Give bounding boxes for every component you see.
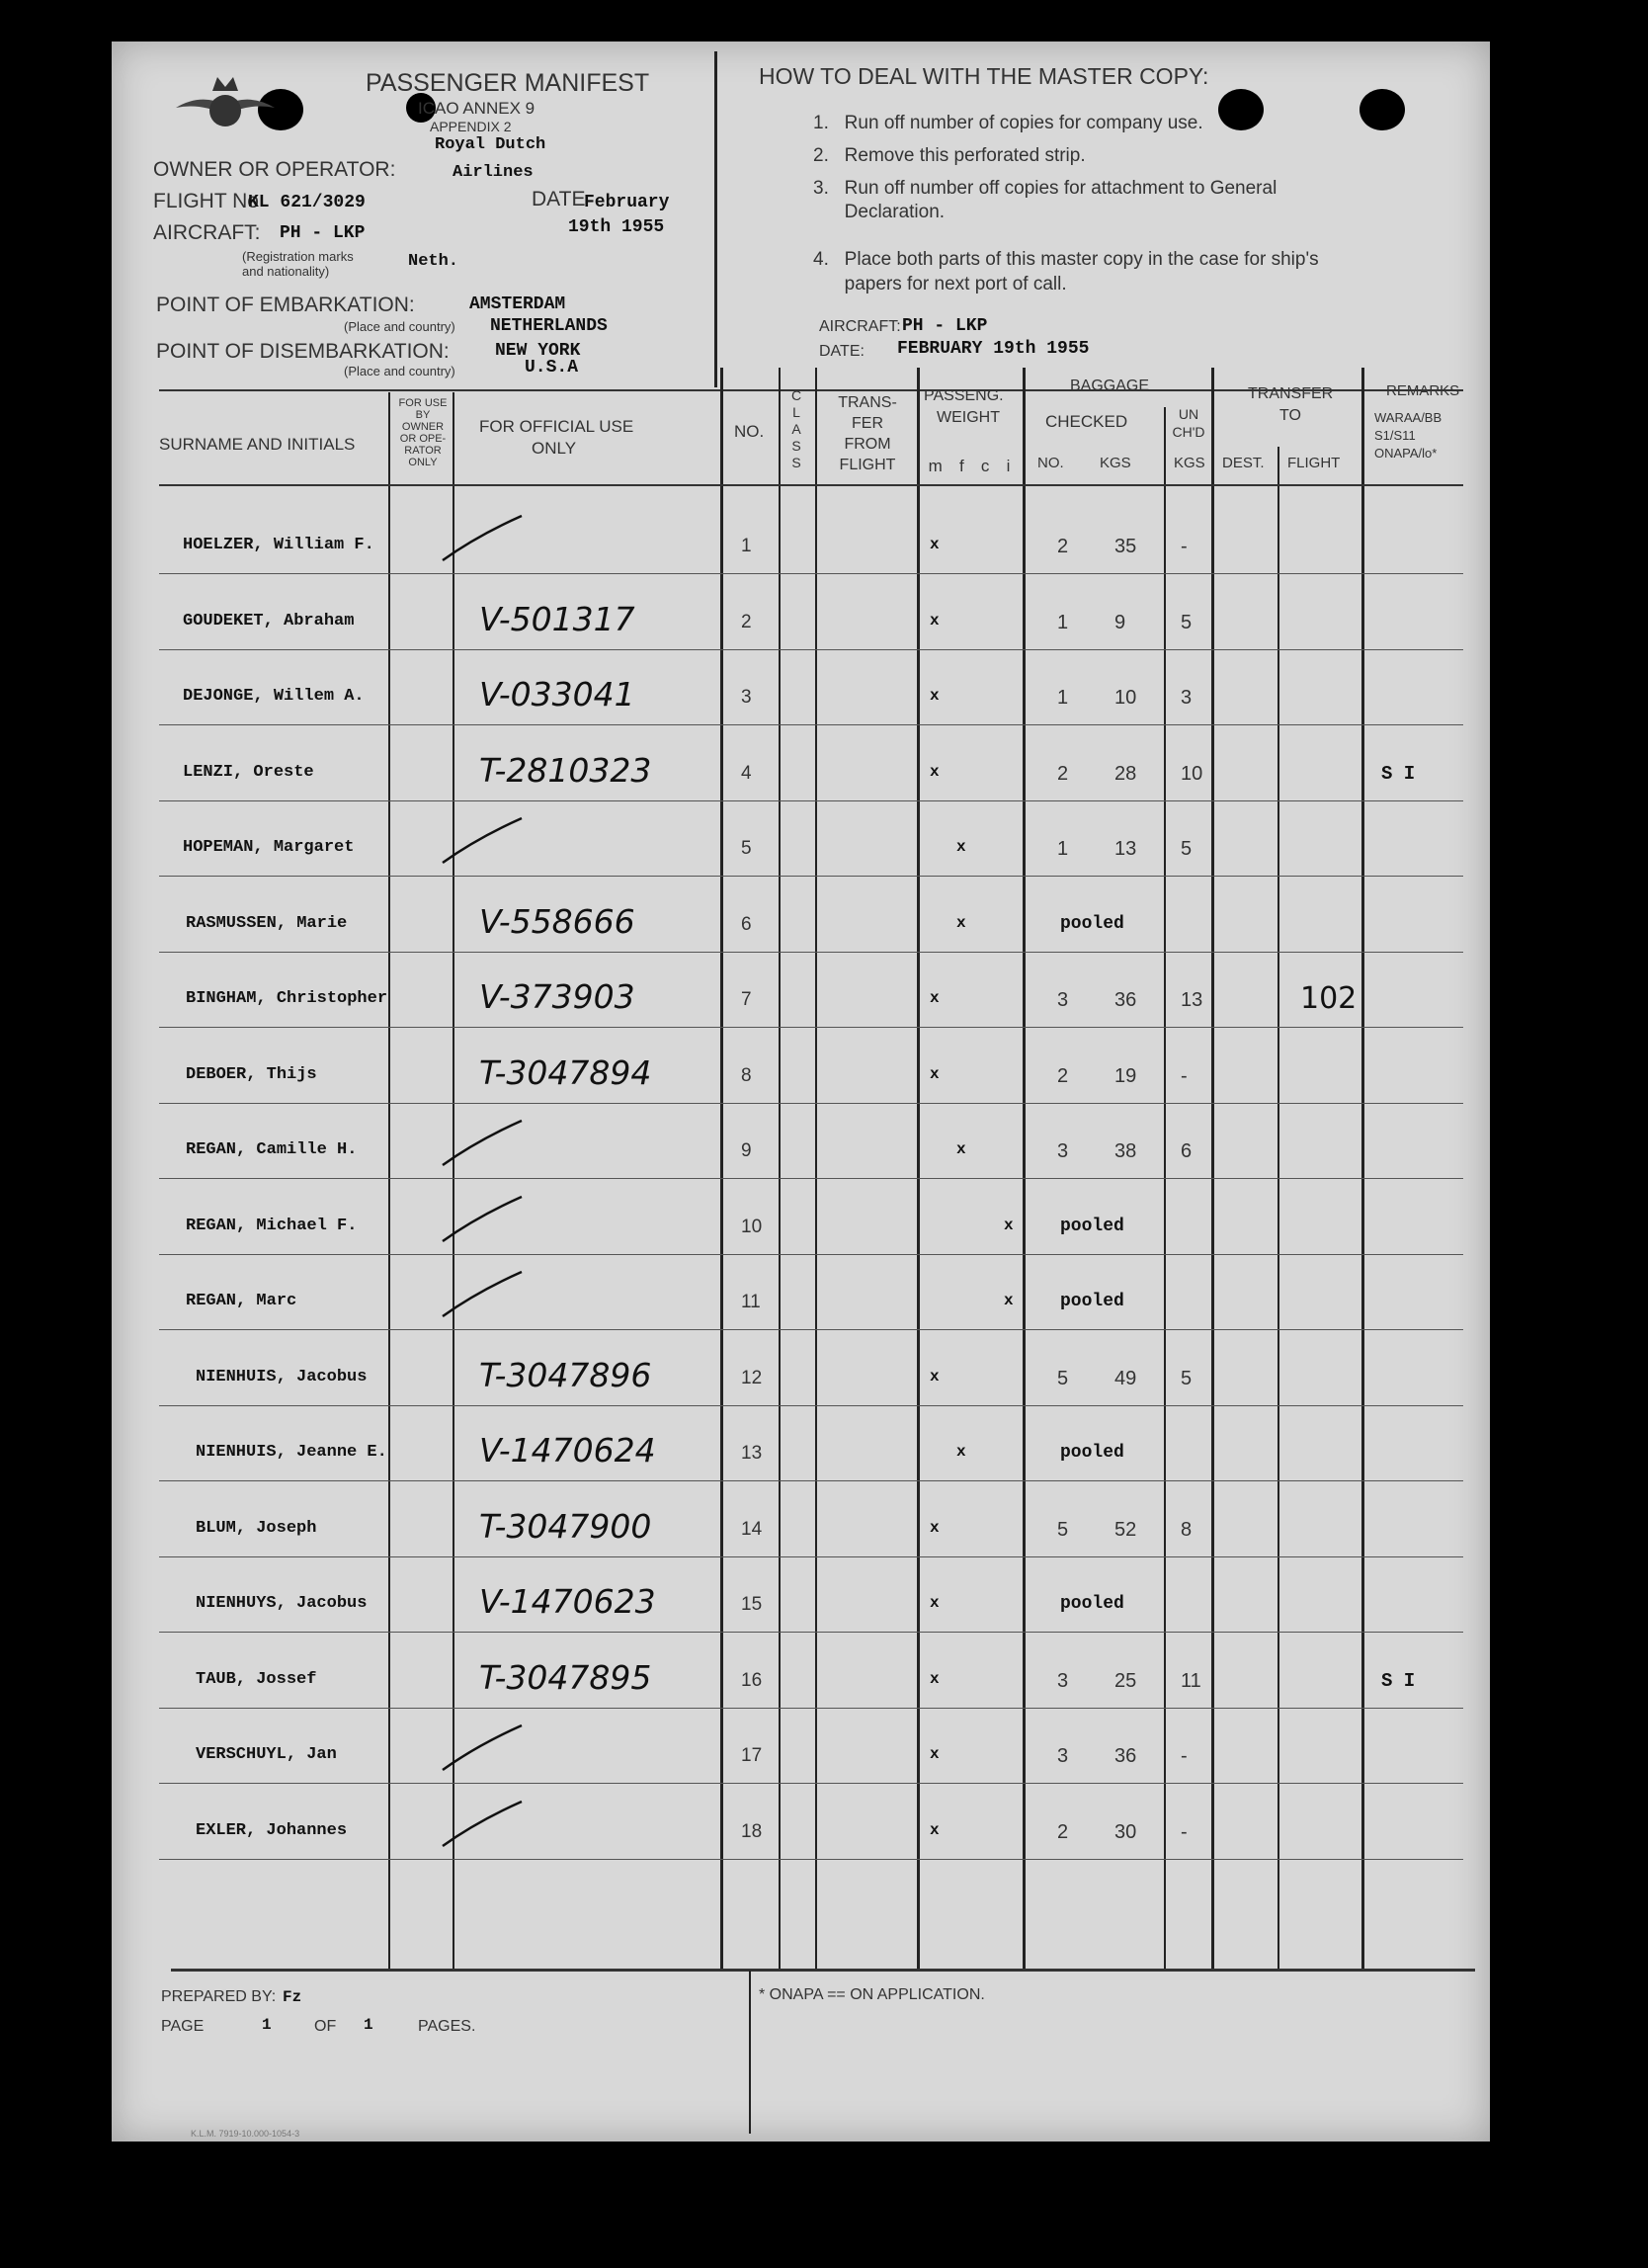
col-baggage-header: BAGGAGE	[1070, 378, 1150, 394]
passenger-name: DEBOER, Thijs	[186, 1064, 317, 1084]
header-line: C	[790, 387, 802, 403]
baggage-count: 1	[1057, 838, 1069, 860]
check-tick-icon	[438, 1721, 527, 1780]
weight-mark: x	[956, 913, 966, 932]
passenger-name: REGAN, Michael F.	[186, 1216, 358, 1235]
passenger-name: TAUB, Jossef	[196, 1669, 317, 1689]
date-value-line1: February	[584, 193, 670, 212]
printer-code: K.L.M. 7919-10.000-1054-3	[191, 2129, 300, 2139]
table-bottom-rule	[171, 1969, 1475, 1972]
official-number: V-373903	[479, 977, 635, 1016]
col-bag-kgs-header: KGS	[1100, 455, 1131, 471]
unchecked-kgs: 5	[1181, 1367, 1193, 1389]
check-tick-icon	[438, 1192, 527, 1251]
col-divider	[917, 368, 920, 1969]
row-rule	[159, 1329, 1463, 1330]
col-divider	[1164, 407, 1166, 1969]
weight-mark: x	[930, 1064, 940, 1083]
header-line: FROM	[844, 436, 891, 453]
baggage-count: 2	[1057, 1064, 1069, 1087]
col-divider	[779, 368, 781, 1969]
row-rule	[159, 1859, 1463, 1860]
baggage-pooled: pooled	[1060, 1292, 1124, 1311]
baggage-count: 1	[1057, 687, 1069, 709]
row-rule	[159, 724, 1463, 725]
col-weight-header-2: WEIGHT	[937, 409, 1000, 426]
baggage-count: 2	[1057, 1820, 1069, 1843]
weight-mark: x	[956, 1140, 966, 1158]
flight-value: KL 621/3029	[248, 193, 366, 212]
header-line: ONAPA/lo*	[1374, 446, 1438, 461]
official-number: T-2810323	[479, 750, 652, 790]
col-divider	[720, 368, 723, 1969]
weight-mark: x	[956, 838, 966, 856]
col-divider	[388, 392, 390, 1969]
baggage-kgs: 9	[1114, 611, 1126, 633]
col-owner-use-header	[398, 397, 448, 468]
registration-note-2: and nationality)	[242, 264, 330, 279]
row-rule	[159, 649, 1463, 650]
airline-crown-logo-icon	[171, 63, 280, 142]
passenger-number: 11	[741, 1292, 761, 1312]
instructions-aircraft-value: PH - LKP	[902, 316, 988, 336]
instruction-item: Declaration.	[813, 202, 946, 222]
baggage-kgs: 36	[1114, 1745, 1137, 1767]
passenger-name: GOUDEKET, Abraham	[183, 611, 355, 630]
row-rule	[159, 1405, 1463, 1406]
weight-mark: x	[1004, 1292, 1014, 1309]
onapa-footnote: * ONAPA == ON APPLICATION.	[759, 1986, 985, 2003]
header-line: ONLY	[408, 457, 438, 468]
row-rule	[159, 952, 1463, 953]
header-line: L	[792, 404, 800, 420]
header-divider	[714, 51, 717, 387]
official-number: T-3047894	[479, 1052, 652, 1092]
embarkation-value-2: NETHERLANDS	[490, 316, 608, 336]
passenger-number: 1	[741, 536, 752, 556]
appendix-label: APPENDIX 2	[430, 119, 512, 134]
unchecked-kgs: 3	[1181, 687, 1193, 709]
passenger-number: 18	[741, 1820, 763, 1842]
passenger-number: 2	[741, 611, 752, 632]
owner-value-line1: Royal Dutch	[435, 135, 546, 154]
unchecked-kgs: 8	[1181, 1518, 1193, 1541]
instructions-title: HOW TO DEAL WITH THE MASTER COPY:	[759, 63, 1209, 89]
passenger-name: NIENHUYS, Jacobus	[196, 1594, 368, 1613]
punch-hole	[1218, 89, 1264, 130]
col-bag-no-header: NO.	[1037, 455, 1064, 471]
row-rule	[159, 876, 1463, 877]
baggage-kgs: 28	[1114, 762, 1137, 785]
instruction-item: 4. Place both parts of this master copy in the case for ship's	[813, 249, 1319, 270]
row-rule	[159, 1556, 1463, 1557]
passenger-number: 3	[741, 687, 752, 708]
passenger-name: LENZI, Oreste	[183, 762, 314, 782]
check-tick-icon	[438, 511, 527, 570]
passenger-number: 16	[741, 1669, 763, 1691]
header-line: S	[791, 455, 801, 470]
header-line: FOR USE	[398, 397, 448, 409]
baggage-pooled: pooled	[1060, 1443, 1124, 1463]
unchecked-kgs: 13	[1181, 989, 1203, 1011]
header-line: OR OPE-	[399, 433, 447, 445]
unchecked-kgs: -	[1181, 1745, 1188, 1767]
col-divider	[1023, 368, 1026, 1969]
col-dest-header: DEST.	[1222, 455, 1265, 471]
unchecked-kgs: -	[1181, 1064, 1188, 1087]
page-number: 1	[262, 2016, 272, 2034]
passenger-number: 9	[741, 1140, 752, 1161]
col-remarks-subheader	[1374, 409, 1463, 462]
date-value-line2: 19th 1955	[568, 217, 665, 237]
instruction-item: papers for next port of call.	[813, 274, 1067, 294]
baggage-pooled: pooled	[1060, 1216, 1124, 1236]
passenger-number: 4	[741, 762, 752, 784]
unchecked-kgs: 5	[1181, 611, 1193, 633]
col-transfer-to-header-1: TRANSFER	[1248, 385, 1334, 402]
disembarkation-place-note: (Place and country)	[344, 364, 455, 378]
header-line: FLIGHT	[839, 457, 896, 473]
check-tick-icon	[438, 1267, 527, 1326]
embarkation-label: POINT OF EMBARKATION:	[156, 294, 415, 316]
weight-mark: x	[930, 1518, 940, 1537]
official-number: T-3047896	[479, 1355, 652, 1394]
date-label: DATE	[532, 188, 586, 210]
flight-label: FLIGHT No	[153, 190, 259, 212]
unchecked-kgs: -	[1181, 1820, 1188, 1843]
row-rule	[159, 1103, 1463, 1104]
passenger-name: VERSCHUYL, Jan	[196, 1745, 337, 1764]
pages-label: PAGES.	[418, 2018, 476, 2035]
passenger-name: HOELZER, William F.	[183, 536, 374, 554]
col-divider	[1211, 368, 1214, 1969]
weight-subheader: c	[980, 457, 990, 475]
page-label: PAGE	[161, 2018, 205, 2035]
passenger-name: DEJONGE, Willem A.	[183, 687, 365, 706]
of-label: OF	[314, 2018, 337, 2035]
header-line: TRANS-	[838, 394, 897, 411]
baggage-count: 3	[1057, 989, 1069, 1011]
row-rule	[159, 1027, 1463, 1028]
col-flight-header: FLIGHT	[1287, 455, 1341, 471]
col-remarks-header: REMARKS	[1386, 382, 1460, 399]
header-line: FER	[852, 415, 883, 432]
passenger-name: RASMUSSEN, Marie	[186, 913, 348, 933]
passenger-name: NIENHUIS, Jacobus	[196, 1367, 368, 1386]
col-unchd-kgs-header: KGS	[1174, 455, 1205, 471]
unchecked-kgs: 5	[1181, 838, 1193, 860]
registration-note-1: (Registration marks	[242, 249, 354, 264]
passenger-number: 17	[741, 1745, 763, 1766]
icao-annex-label: ICAO ANNEX 9	[418, 99, 536, 118]
baggage-pooled: pooled	[1060, 1594, 1124, 1614]
passenger-number: 12	[741, 1367, 763, 1388]
header-line: CH'D	[1172, 424, 1205, 440]
manifest-sheet	[112, 42, 1490, 2142]
baggage-count: 2	[1057, 536, 1069, 557]
passenger-name: BLUM, Joseph	[196, 1518, 317, 1538]
weight-mark: x	[956, 1443, 966, 1461]
weight-mark: x	[1004, 1216, 1014, 1234]
disembarkation-label: POINT OF DISEMBARKATION:	[156, 340, 450, 363]
row-rule	[159, 1178, 1463, 1179]
transfer-dest: 102	[1300, 981, 1358, 1016]
col-transfer-to-header-2: TO	[1279, 407, 1301, 424]
header-line: BY	[415, 409, 431, 421]
passenger-number: 14	[741, 1518, 763, 1540]
check-tick-icon	[438, 813, 527, 873]
weight-mark: x	[930, 611, 940, 630]
passenger-name: NIENHUIS, Jeanne E.	[196, 1443, 387, 1462]
instructions-date-value: FEBRUARY 19th 1955	[897, 339, 1090, 359]
embarkation-place-note: (Place and country)	[344, 319, 455, 334]
official-number: V-501317	[479, 599, 635, 638]
owner-value-line2: Airlines	[453, 163, 534, 182]
passenger-number: 15	[741, 1594, 763, 1615]
instruction-item: 1. Run off number of copies for company use.	[813, 113, 1203, 133]
embarkation-value-1: AMSTERDAM	[469, 294, 566, 314]
weight-mark: x	[930, 536, 940, 553]
weight-subheader: i	[1006, 457, 1011, 475]
header-line: S	[791, 438, 801, 454]
baggage-kgs: 25	[1114, 1669, 1137, 1692]
col-class-header	[785, 387, 807, 471]
prepared-by-label: PREPARED BY:	[161, 1988, 277, 2005]
baggage-count: 5	[1057, 1518, 1069, 1541]
header-line: UN	[1178, 406, 1199, 422]
passenger-number: 10	[741, 1216, 763, 1237]
header-line: RATOR	[404, 445, 442, 457]
passenger-name: REGAN, Marc	[186, 1292, 297, 1310]
remark: S I	[1381, 762, 1416, 785]
unchecked-kgs: 6	[1181, 1140, 1193, 1162]
col-divider	[815, 368, 817, 1969]
baggage-count: 3	[1057, 1140, 1069, 1162]
row-rule	[159, 800, 1463, 801]
footer-divider	[749, 1971, 751, 2134]
passenger-name: REGAN, Camille H.	[186, 1140, 358, 1159]
header-line: A	[791, 421, 801, 437]
baggage-kgs: 49	[1114, 1367, 1137, 1389]
passenger-number: 13	[741, 1443, 763, 1464]
passenger-number: 6	[741, 913, 752, 935]
passenger-number: 5	[741, 838, 752, 859]
prepared-by-value: Fz	[283, 1988, 302, 2006]
row-rule	[159, 1708, 1463, 1709]
weight-mark: x	[930, 1669, 940, 1688]
weight-mark: x	[930, 1594, 940, 1612]
col-unchecked-header	[1169, 405, 1208, 441]
header-line: OWNER	[401, 421, 445, 433]
baggage-kgs: 35	[1114, 536, 1137, 557]
punch-hole	[1360, 89, 1405, 130]
weight-mark: x	[930, 1820, 940, 1839]
col-divider	[1361, 368, 1364, 1969]
official-number: V-558666	[479, 901, 635, 941]
weight-mark: x	[930, 989, 940, 1007]
page-total: 1	[364, 2016, 373, 2034]
baggage-count: 3	[1057, 1745, 1069, 1767]
baggage-kgs: 52	[1114, 1518, 1137, 1541]
passenger-name: BINGHAM, Christopher	[186, 989, 388, 1008]
passenger-name: HOPEMAN, Margaret	[183, 838, 355, 857]
col-surname-header: SURNAME AND INITIALS	[159, 435, 356, 454]
weight-mark: x	[930, 762, 940, 781]
instruction-item: 3. Run off number off copies for attachment to General	[813, 178, 1277, 199]
baggage-kgs: 13	[1114, 838, 1137, 860]
weight-mark: x	[930, 1367, 940, 1386]
check-tick-icon	[438, 1116, 527, 1175]
row-rule	[159, 1783, 1463, 1784]
col-weight-header-1: PASSENG.	[924, 387, 1004, 404]
instructions-date-label: DATE:	[819, 343, 865, 360]
header-line: S1/S11	[1374, 428, 1416, 443]
passenger-number: 8	[741, 1064, 752, 1086]
aircraft-value: PH - LKP	[280, 223, 366, 243]
row-rule	[159, 1632, 1463, 1633]
col-divider	[1277, 447, 1279, 1969]
header-line: WARAA/BB	[1374, 410, 1442, 425]
baggage-count: 5	[1057, 1367, 1069, 1389]
col-checked-header: CHECKED	[1045, 412, 1128, 431]
instruction-item: 2. Remove this perforated strip.	[813, 145, 1086, 166]
row-rule	[159, 573, 1463, 574]
baggage-kgs: 30	[1114, 1820, 1137, 1843]
row-rule	[159, 1480, 1463, 1481]
weight-mark: x	[930, 1745, 940, 1763]
baggage-kgs: 38	[1114, 1140, 1137, 1162]
unchecked-kgs: 10	[1181, 762, 1203, 785]
instructions-aircraft-label: AIRCRAFT:	[819, 318, 901, 335]
row-rule	[159, 1254, 1463, 1255]
remark: S I	[1381, 1669, 1416, 1692]
weight-subheader: m	[928, 457, 943, 475]
weight-subheader: f	[958, 457, 964, 475]
unchecked-kgs: 11	[1181, 1669, 1201, 1692]
check-tick-icon	[438, 1797, 527, 1856]
col-official-header: FOR OFFICIAL USE	[479, 417, 634, 436]
baggage-count: 2	[1057, 762, 1069, 785]
owner-label: OWNER OR OPERATOR:	[153, 158, 396, 181]
official-number: T-3047900	[479, 1506, 652, 1546]
passenger-number: 7	[741, 989, 752, 1010]
baggage-kgs: 10	[1114, 687, 1137, 709]
official-number: T-3047895	[479, 1657, 652, 1697]
baggage-kgs: 36	[1114, 989, 1137, 1011]
official-number: V-1470623	[479, 1582, 656, 1621]
aircraft-label: AIRCRAFT:	[153, 221, 261, 244]
official-number: V-033041	[479, 675, 635, 714]
official-number: V-1470624	[479, 1431, 656, 1470]
baggage-pooled: pooled	[1060, 913, 1124, 934]
passenger-name: EXLER, Johannes	[196, 1820, 348, 1840]
manifest-title: PASSENGER MANIFEST	[366, 69, 650, 97]
col-official-header-2: ONLY	[532, 439, 577, 458]
baggage-count: 3	[1057, 1669, 1069, 1692]
disembarkation-value-1: NEW YORK	[495, 341, 581, 361]
weight-mark: x	[930, 687, 940, 705]
header-bottom-rule	[159, 484, 1463, 486]
disembarkation-value-2: U.S.A	[525, 358, 579, 378]
baggage-kgs: 19	[1114, 1064, 1137, 1087]
col-no-header: NO.	[734, 422, 765, 441]
unchecked-kgs: -	[1181, 536, 1188, 557]
baggage-count: 1	[1057, 611, 1069, 633]
registration-value: Neth.	[408, 252, 459, 271]
col-transfer-from-header	[823, 392, 912, 475]
col-weight-subheaders	[920, 457, 1019, 476]
